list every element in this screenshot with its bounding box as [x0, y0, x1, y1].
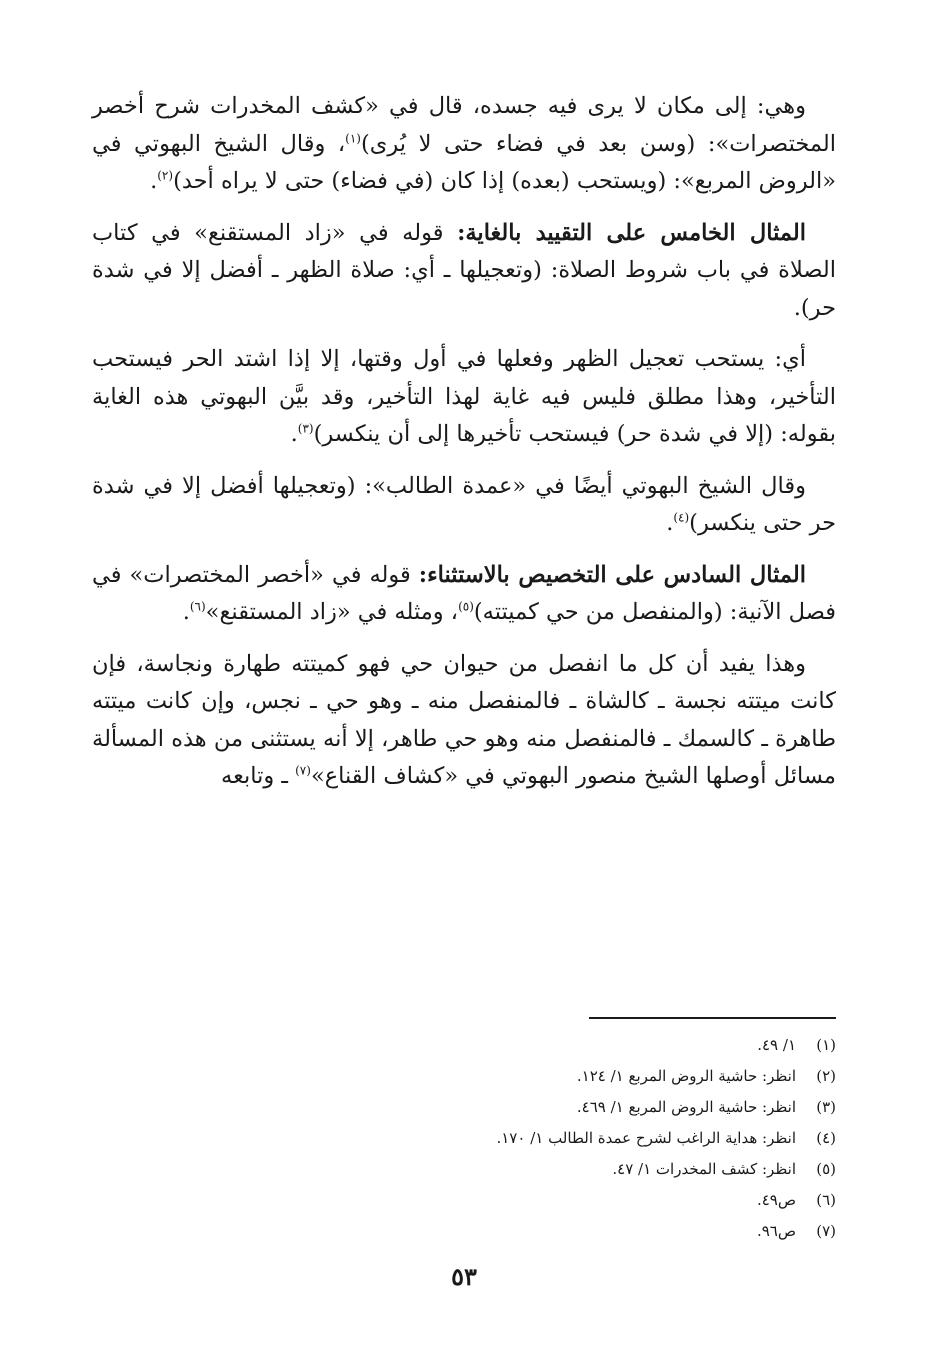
- para-text: .: [150, 168, 158, 194]
- para-text: قوله في «زاد المستقنع» في كتاب الصلاة في باب شروط الصلاة: (وتعجيلها ـ أي: صلاة الظهر ـ أفضل إلا في شدة حر).: [92, 219, 836, 321]
- footnote-ref[interactable]: (٦): [189, 599, 206, 614]
- footnote-item: [236, 1123, 836, 1154]
- para-text: وقال الشيخ البهوتي أيضًا في «عمدة الطالب»: (وتعجيلها أفضل إلا في شدة حر حتى ينكسر): [92, 472, 836, 536]
- footnote-ref[interactable]: (٥): [458, 599, 474, 614]
- para-text: .: [666, 510, 674, 536]
- paragraph-5: [92, 557, 836, 632]
- footnote-ref[interactable]: (٧): [295, 763, 311, 778]
- footnote-ref[interactable]: (٣): [297, 421, 314, 436]
- footnote-text: ص٩٦.: [756, 1222, 796, 1240]
- footnote-number: (٥): [816, 1160, 836, 1178]
- para-text: أي: يستحب تعجيل الظهر وفعلها في أول وقتها، إلا إذا اشتد الحر فيستحب التأخير، وهذا مطلق فليس فيه غاية لهذا التأخير، وقد بيَّن البهوتي هذه الغاية بقوله: (إلا في شدة حر) فيستحب تأخيرها إلى أن ينكسر): [92, 346, 836, 447]
- footnote-ref[interactable]: (١): [345, 131, 361, 145]
- paragraph-1: [92, 88, 836, 201]
- main-text: [92, 88, 836, 810]
- example-heading: المثال السادس على التخصيص بالاستثناء:: [418, 561, 806, 588]
- footnote-number: (٣): [816, 1098, 836, 1116]
- footnotes: [236, 1030, 836, 1247]
- footnote-number: (١): [816, 1036, 836, 1054]
- footnote-ref[interactable]: (٢): [157, 168, 174, 183]
- footnote-number: (٦): [816, 1191, 836, 1209]
- footnote-divider: [589, 1017, 836, 1019]
- paragraph-4: [92, 468, 836, 543]
- footnote-item: [236, 1154, 836, 1185]
- footnote-item: [236, 1185, 836, 1216]
- footnote-text: انظر: كشف المخدرات ١/ ٤٧.: [612, 1160, 796, 1178]
- para-text: ، وقال الشيخ البهوتي في «الروض المربع»: (ويستحب (بعده) إذا كان (في فضاء) حتى لا يراه أحد): [92, 130, 836, 194]
- footnote-number: (٢): [816, 1067, 836, 1085]
- footnote-text: ص٤٩.: [756, 1191, 796, 1209]
- footnote-ref[interactable]: (٤): [673, 510, 690, 525]
- footnote-number: (٤): [816, 1129, 836, 1147]
- para-text: ، ومثله في «زاد المستقنع»: [205, 599, 459, 625]
- paragraph-6: [92, 646, 836, 796]
- para-text: ـ وتابعه: [221, 763, 296, 789]
- footnote-text: ١/ ٤٩.: [757, 1036, 796, 1054]
- page-number: ٥٣: [451, 1262, 477, 1291]
- example-heading: المثال الخامس على التقييد بالغاية:: [457, 219, 806, 246]
- footnote-item: [236, 1061, 836, 1092]
- para-text: قوله في «أخصر المختصرات» في فصل الآنية: (والمنفصل من حي كميتته): [92, 561, 836, 625]
- footnote-text: انظر: حاشية الروض المربع ١/ ١٢٤.: [576, 1067, 796, 1085]
- para-text: وهي: إلى مكان لا يرى فيه جسده، قال في «كشف المخدرات شرح أخصر المختصرات»: (وسن بعد في فضاء حتى لا يُرى): [92, 93, 836, 157]
- footnote-item: [236, 1030, 836, 1061]
- para-text: .: [182, 599, 190, 625]
- footnote-text: انظر: حاشية الروض المربع ١/ ٤٦٩.: [576, 1098, 796, 1116]
- footnote-number: (٧): [816, 1222, 836, 1240]
- para-text: .: [290, 421, 298, 447]
- footnote-item: [236, 1092, 836, 1123]
- paragraph-2: [92, 215, 836, 328]
- footnote-text: انظر: هداية الراغب لشرح عمدة الطالب ١/ ١٧٠.: [496, 1129, 796, 1147]
- para-text: وهذا يفيد أن كل ما انفصل من حيوان حي فهو كميتته طهارة ونجاسة، فإن كانت ميتته نجسة ـ كالشاة ـ فالمنفصل منه ـ وهو حي ـ نجس، وإن كانت ميتته طاهرة ـ كالسمك ـ فالمنفصل منه وهو حي طاهر، إلا أنه يستثنى من هذه المسألة مسائل أوصلها الشيخ منصور البهوتي في «كشاف القناع»: [92, 650, 836, 789]
- paragraph-3: [92, 341, 836, 454]
- footnote-item: [236, 1216, 836, 1247]
